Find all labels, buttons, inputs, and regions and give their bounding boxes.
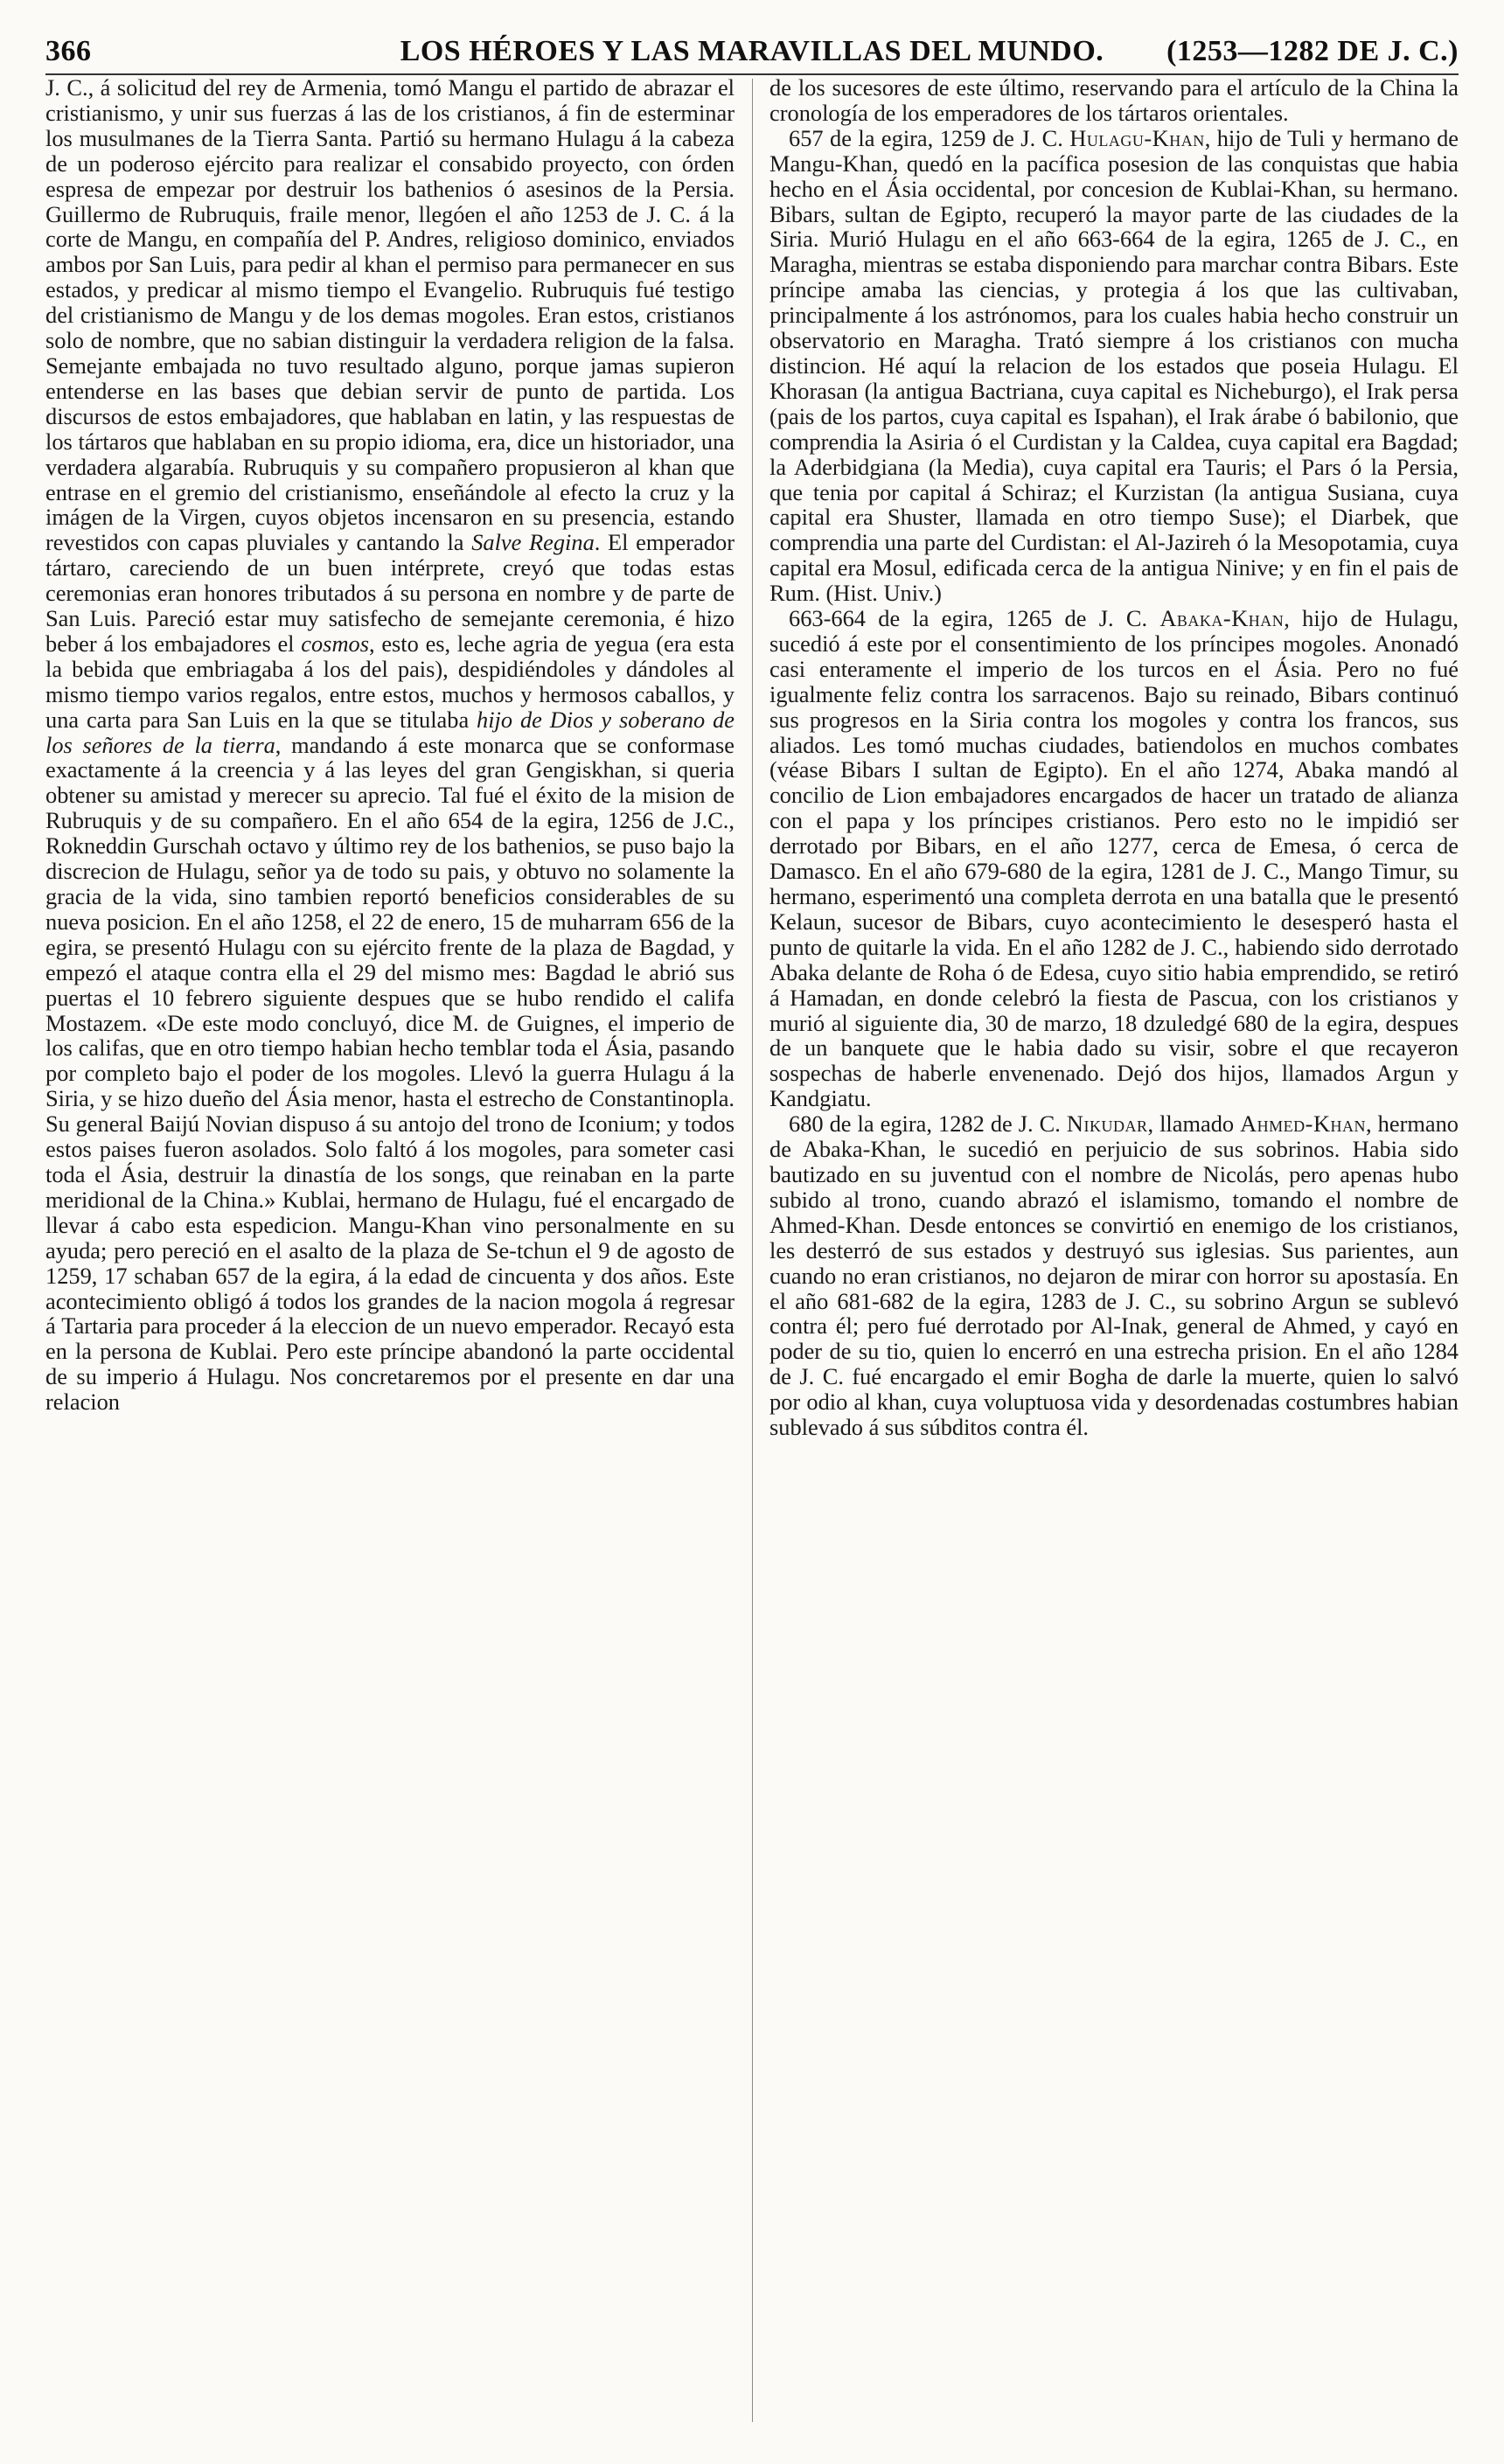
text-run: 657 de la egira, 1259 de J. C. (789, 124, 1070, 151)
page-number: 366 (45, 35, 92, 67)
paragraph: de los sucesores de este último, reservando para el artículo de la China la cronología de los emperadores de los tártaros orientales. (769, 75, 1459, 126)
text-run: , esto es, leche agria de yegua (era esta la bebida que embriagaba á los del pais), despidiéndoles y dándoles al mismo tiempo varios regalos, entre estos, muchos y hermosos caballos, y una carta para San Luis en la que se titulaba (45, 630, 735, 733)
ruler-name: Nikudar (1066, 1110, 1148, 1138)
ruler-name: Abaka-Khan (1159, 605, 1285, 632)
paragraph-hulagu (769, 126, 1459, 606)
italic-text: Salve Regina (471, 529, 595, 556)
ruler-name: Hulagu-Khan (1069, 124, 1205, 151)
italic-text: hijo de Dios y soberano de los señores de la tierra (45, 706, 735, 758)
text-run: 680 de la egira, 1282 de J. C. (789, 1110, 1067, 1138)
text-run: , hijo de Tuli y hermano de Mangu-Khan, quedó en la pacífica posesion de las conquistas que habia hecho en el Ásia occidental, por concesion de Kublai-Khan, su hermano. Bibars, sultan de Egipto, recuperó la mayor parte de las ciudades de la Siria. Murió Hulagu en el año 663-664 de la egira, 1265 de J. C., en Maragha, mientras se estaba disponiendo para marchar contra Bibars. Este príncipe amaba las ciencias, y protegia á los que las cultivaban, principalmente á los astrónomos, para los cuales habia hecho construir un observatorio en Maragha. Trató siempre á los cristianos con mucha distincion. Hé aquí la relacion de los estados que poseia Hulagu. El Khorasan (la antigua Bactriana, cuya capital es Nicheburgo), el Irak persa (pais de los partos, cuya capital es Ispahan), el Irak árabe ó babilonio, que comprendia la Asiria ó el Curdistan y la Caldea, cuya capital era Bagdad; la Aderbidgiana (la Media), cuya capital era Tauris; el Pars ó la Persia, que tenia por capital á Schiraz; el Kurzistan (la antigua Susiana, cuya capital era Shuster, llamada en otro tiempo Suse); el Diarbek, que comprendia una parte del Curdistan: el Al-Jazireh ó la Mesopotamia, cuya capital era Mosul, edificada cerca de la antigua Ninive; y en fin el pais de Rum. (Hist. Univ.) (769, 124, 1459, 607)
text-run: . El emperador tártaro, careciendo de un buen intérprete, creyó que todas estas ceremonias eran honores tributados á su persona en nombre y de parte de San Luis. Pareció estar muy satisfecho de semejante ceremonia, é hizo beber á los embajadores el (45, 529, 735, 657)
running-title: LOS HÉROES Y LAS MARAVILLAS DEL MUNDO. (400, 35, 1104, 67)
text-run: , hermano de Abaka-Khan, le sucedió en perjuicio de sus sobrinos. Habia sido bautizado en su juventud con el nombre de Nicolás, pero apenas hubo subido al trono, cuando abrazó el islamismo, tomando el nombre de Ahmed-Khan. Desde entonces se convirtió en enemigo de los cristianos, les desterró de sus estados y destruyó sus iglesias. Sus parientes, aun cuando no eran cristianos, no dejaron de mirar con horror su apostasía. En el año 681-682 de la egira, 1283 de J. C., su sobrino Argun se sublevó contra él; pero fué derrotado por Al-Inak, general de Ahmed, y cayó en poder de su tio, quien lo encerró en una estrecha prision. En el año 1284 de J. C. fué encargado el emir Bogha de darle la muerte, quien lo salvó por odio al khan, cuya voluptuosa vida y desordenadas costumbres habian sublevado á sus súbditos contra él. (769, 1110, 1459, 1441)
page-header (45, 30, 1459, 75)
left-column (45, 75, 735, 2436)
right-column (769, 75, 1459, 2436)
paragraph (45, 75, 735, 1415)
text-run: , mandando á este monarca que se conformase exactamente á la creencia y á las leyes del gran Gengiskhan, si queria obtener su amistad y merecer su aprecio. Tal fué el éxito de la mision de Rubruquis y de su compañero. En el año 654 de la egira, 1256 de J.C., Rokneddin Gurschah octavo y último rey de los bathenios, se puso bajo la discrecion de Hulagu, señor ya de todo su pais, y obtuvo no solamente la gracia de la vida, sino tambien reportó beneficios considerables de su nueva posicion. En el año 1258, el 22 de enero, 15 de muharram 656 de la egira, se presentó Hulagu con su ejército frente de la plaza de Bagdad, y empezó el ataque contra ella el 29 del mismo mes: Bagdad le abrió sus puertas el 10 febrero siguiente despues que se hubo rendido el califa Mostazem. «De este modo concluyó, dice M. de Guignes, el imperio de los califas, que en otro tiempo habian hecho temblar toda el Ásia, pasando por completo bajo el poder de los mogoles. Llevó la guerra Hulagu á la Siria, y se hizo dueño del Ásia menor, hasta el estrecho de Constantinopla. Su general Baijú Novian dispuso á su antojo del trono de Iconium; y todos estos paises fueron asolados. Solo faltó á los mogoles, para someter casi toda el Ásia, destruir la dinastía de los songs, que reinaban en la parte meridional de la China.» Kublai, hermano de Hulagu, fué el encargado de llevar á cabo esta espedicion. Mangu-Khan vino personalmente en su ayuda; pero pereció en el asalto de la plaza de Se-tchun el 9 de agosto de 1259, 17 schaban 657 de la egira, á la edad de cincuenta y dos años. Este acontecimiento obligó á todos los grandes de la nacion mogola á regresar á Tartaria para proceder á la eleccion de un nuevo emperador. Recayó esta en la persona de Kublai. Pero este príncipe abandonó la parte occidental de su imperio á Hulagu. Nos concretaremos por el presente en dar una relacion (45, 731, 735, 1416)
paragraph-abaka (769, 606, 1459, 1111)
text-run: J. C., á solicitud del rey de Armenia, tomó Mangu el partido de abrazar el cristianismo, y unir sus fuerzas á las de los cristianos, á fin de esterminar los musulmanes de la Tierra Santa. Partió su hermano Hulagu á la cabeza de un poderoso ejército para realizar el consabido proyecto, con órden espresa de empezar por destruir los bathenios ó asesinos de la Persia. Guillermo de Rubruquis, fraile menor, llegóen el año 1253 de J. C. á la corte de Mangu, en compañía del P. Andres, religioso dominico, enviados ambos por San Luis, para pedir al khan el permiso para permanecer en sus estados, y predicar al mismo tiempo el Evangelio. Rubruquis fué testigo del cristianismo de Mangu y de los demas mogoles. Eran estos, cristianos solo de nombre, que no sabian distinguir la verdadera religion de la falsa. Semejante embajada no tuvo resultado alguno, porque jamas supieron entenderse en las bases que debian servir de punto de partida. Los discursos de estos embajadores, que hablaban en latin, y las respuestas de los tártaros que hablaban en su propio idioma, era, dice un historiador, una verdadera algarabía. Rubruquis y su compañero propusieron al khan que entrase en el gremio del cristianismo, enseñándole al efecto la cruz y la imágen de la Virgen, cuyos objetos incensaron en su presencia, estando revestidos con capas pluviales y cantando la (45, 75, 735, 556)
text-run: 663-664 de la egira, 1265 de J. C. (789, 605, 1160, 632)
text-run: , hijo de Hulagu, sucedió á este por el consentimiento de los príncipes mogoles. Anonadó casi enteramente el imperio de los turcos en el Ásia. Pero no fué igualmente feliz contra los sarracenos. Bajo su reinado, Bibars continuó sus progresos en la Siria contra los mogoles y contra los francos, sus aliados. Les tomó muchas ciudades, batiendolos en muchos combates (véase Bibars I sultan de Egipto). En el año 1274, Abaka mandó al concilio de Lion embajadores encargados de hacer un tratado de alianza con el papa y los príncipes cristianos. Pero esto no le impidió ser derrotado por Bibars, en el año 1277, cerca de Emesa, ó cerca de Damasco. En el año 679-680 de la egira, 1281 de J. C., Mango Timur, su hermano, esperimentó una completa derrota en una batalla que le presentó Kelaun, sucesor de Bibars, cuyo acontecimiento le desesperó hasta el punto de quitarle la vida. En el año 1282 de J. C., habiendo sido derrotado Abaka delante de Roha ó de Edesa, cuyo sitio habia emprendido, se retiró á Hamadan, en donde celebró la fiesta de Pascua, con los cristianos y murió al siguiente dia, 30 de marzo, 18 dzuledgé 680 de la egira, despues de un banquete que le habia dado su visir, sobre el que recayeron sospechas de haberle envenenado. Dejó dos hijos, llamados Argun y Kandgiatu. (769, 605, 1459, 1112)
italic-text: cosmos (301, 630, 369, 657)
text-run: , llamado (1147, 1110, 1241, 1138)
ruler-name: Ahmed-Khan (1240, 1110, 1367, 1138)
column-divider (752, 79, 753, 2422)
paragraph-nikudar (769, 1111, 1459, 1440)
date-range: (1253—1282 DE J. C.) (1166, 35, 1459, 67)
